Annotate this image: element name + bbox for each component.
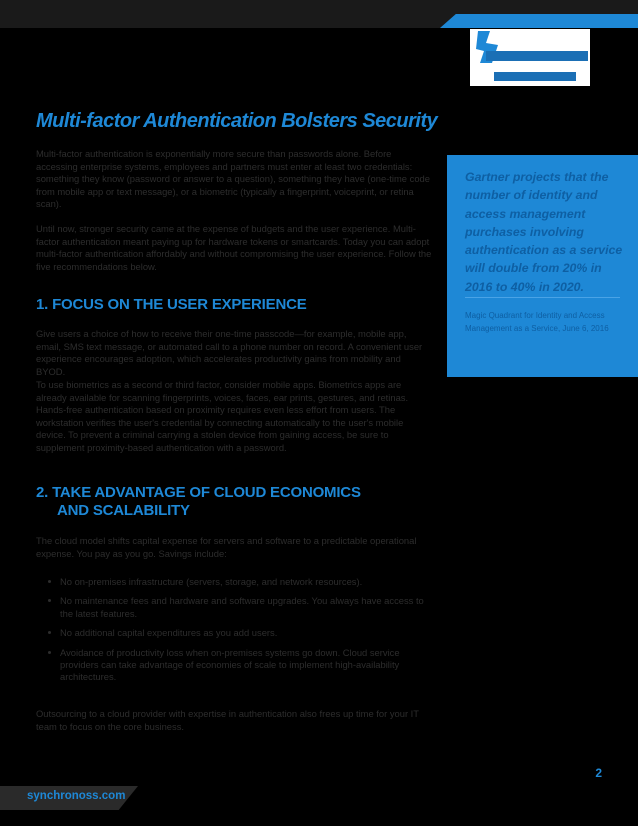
synchronoss-logo-icon bbox=[470, 29, 590, 86]
website-link[interactable]: synchronoss.com bbox=[27, 790, 126, 802]
callout-source: Magic Quadrant for Identity and Access Management as a Service, June 6, 2016 bbox=[465, 311, 609, 333]
section-2-paragraph-2: Outsourcing to a cloud provider with expertise in authentication also frees up time for your IT team to focus on the core business. bbox=[36, 708, 419, 732]
callout-quote: Gartner projects that the number of identity and access management purchases involving authentication as a service will double from 20% in 2016 to 40% in 2020. bbox=[465, 170, 623, 294]
list-item: No additional capital expenditures as you add users. bbox=[46, 627, 436, 639]
page-title: Multi-factor Authentication Bolsters Security bbox=[36, 110, 438, 132]
section-1-paragraph-2: To use biometrics as a second or third factor, consider mobile apps. Biometrics apps are already available for scanning fingerprints, voices, faces, ear prints, gestures, and retinas. Hands-free authentication based on proximity requires even less effort from users. The workstation verifies the user's credential by connecting automatically to the user's mobile device. To prevent a criminal carrying a stolen device from gaining access, be sure to supplement proximity-based authentication with a password. bbox=[36, 379, 409, 453]
page-number: 2 bbox=[595, 766, 602, 780]
savings-list bbox=[46, 576, 436, 691]
company-logo bbox=[470, 29, 590, 86]
section-2-heading-line-2: AND SCALABILITY bbox=[57, 502, 190, 519]
callout-divider bbox=[465, 297, 620, 298]
section-2-heading-line-1: 2. TAKE ADVANTAGE OF CLOUD ECONOMICS bbox=[36, 484, 361, 501]
intro-paragraph-2: Until now, stronger security came at the expense of budgets and the user experience. Multi-factor authentication meant paying up for hardware tokens or smartcards. Today you can adopt multi-factor authentication affordably and without compromising the user experience. Follow the five recommendations below. bbox=[36, 223, 432, 272]
list-item: No on-premises infrastructure (servers, storage, and network resources). bbox=[46, 576, 436, 588]
section-1-heading: 1. FOCUS ON THE USER EXPERIENCE bbox=[36, 296, 307, 313]
section-2-heading bbox=[36, 484, 361, 520]
sidebar-callout bbox=[447, 155, 638, 377]
section-1-paragraph-1: Give users a choice of how to receive their one-time passcode—for example, mobile app, email, SMS text message, or automated call to a phone number on record. A convenient user experience encourages adoption, which accelerates productivity gains from mobility and BYOD. bbox=[36, 328, 423, 377]
section-2-paragraph-1: The cloud model shifts capital expense for servers and software to a predictable operational expense. You pay as you go. Savings include: bbox=[36, 535, 417, 559]
intro-paragraph-1: Multi-factor authentication is exponentially more secure than passwords alone. Before accessing enterprise systems, employees and partners must enter at least two credentials: something they know (password or answer to a question), something they have (one-time code from mobile app or text message), or a biometric (typically a fingerprint, voiceprint, or retina scan). bbox=[36, 148, 430, 210]
header-accent-stripe bbox=[440, 14, 638, 28]
list-item: No maintenance fees and hardware and software upgrades. You always have access to the latest features. bbox=[46, 595, 436, 620]
list-item: Avoidance of productivity loss when on-premises systems go down. Cloud service providers can take advantage of economies of scale to implement high-availability architectures. bbox=[46, 647, 436, 684]
